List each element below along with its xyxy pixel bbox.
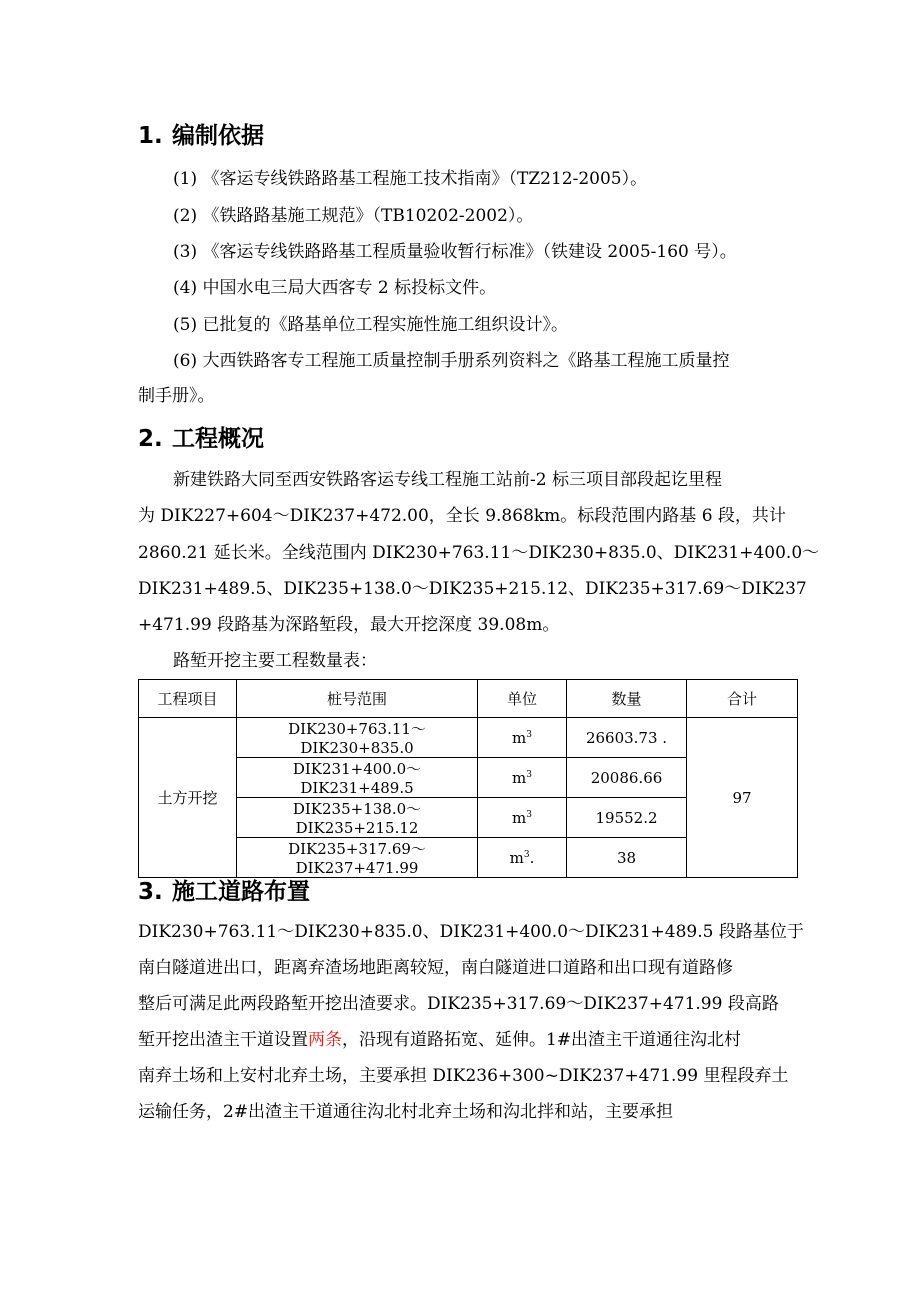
section-number: 3. (138, 879, 163, 905)
reference-item: (3) 《客运专线铁路路基工程质量验收暂行标准》（铁建设 2005-160 号）。 (173, 242, 737, 262)
road-layout-line: 南白隧道进出口，距离弃渣场地距离较短，南白隧道进口道路和出口现有道路修 (138, 958, 733, 978)
item-cell: 土方开挖 (139, 718, 237, 878)
quantity-cell: 19552.2 (567, 798, 687, 838)
reference-item: (2) 《铁路路基施工规范》（TB10202-2002）。 (173, 206, 534, 226)
reference-item: (5) 已批复的《路基单位工程实施性施工组织设计》。 (173, 315, 568, 335)
section-3-heading (138, 877, 310, 907)
overview-paragraph-line: +471.99 段路基为深路堑段，最大开挖深度 39.08m。 (138, 615, 560, 635)
reference-item: (4) 中国水电三局大西客专 2 标投标文件。 (173, 278, 497, 298)
highlighted-text: 两条 (308, 1030, 342, 1050)
section-title: 编制依据 (172, 123, 264, 149)
reference-item: (1) 《客运专线铁路路基工程施工技术指南》（TZ212-2005）。 (173, 169, 648, 189)
section-2-heading (138, 424, 264, 454)
unit-cell: $m^3$ (478, 758, 567, 798)
reference-item: (6) 大西铁路客专工程施工质量控制手册系列资料之《路基工程施工质量控 (173, 351, 730, 371)
reference-item-continuation: 制手册》。 (138, 386, 215, 406)
overview-paragraph-line: 2860.21 延长米。全线范围内 DIK230+763.11～DIK230+835.0、DIK231+400.0～ (138, 543, 820, 563)
overview-paragraph-line: 新建铁路大同至西安铁路客运专线工程施工站前-2 标三项目部段起讫里程 (173, 470, 722, 490)
overview-paragraph-line: 为 DIK227+604～DIK237+472.00，全长 9.868km。标段范围内路基 6 段，共计 (138, 506, 786, 526)
section-title: 施工道路布置 (172, 879, 310, 905)
range-cell: DIK235+138.0～DIK235+215.12 (237, 798, 478, 838)
total-cell: 97 (687, 718, 798, 878)
header-cell: 合计 (687, 680, 798, 718)
road-layout-line: 整后可满足此两段路堑开挖出渣要求。DIK235+317.69～DIK237+471.99 段高路 (138, 994, 779, 1014)
section-1-heading (138, 121, 264, 151)
unit-cell: $m^3$. (478, 838, 567, 878)
table-caption: 路堑开挖主要工程数量表： (173, 651, 377, 671)
table-header-row (139, 680, 798, 718)
road-layout-line: 运输任务，2#出渣主干道通往沟北村北弃土场和沟北拌和站，主要承担 (138, 1102, 674, 1122)
quantity-cell: 38 (567, 838, 687, 878)
excavation-quantity-table (138, 679, 798, 878)
overview-paragraph-line: DIK231+489.5、DIK235+138.0～DIK235+215.12、DIK235+317.69～DIK237 (138, 579, 807, 599)
unit-cell: $m^3$ (478, 798, 567, 838)
section-number: 2. (138, 426, 163, 452)
table-row (139, 718, 798, 758)
header-cell: 桩号范围 (237, 680, 478, 718)
header-cell: 工程项目 (139, 680, 237, 718)
section-title: 工程概况 (172, 426, 264, 452)
range-cell: DIK235+317.69～DIK237+471.99 (237, 838, 478, 878)
quantity-cell: 26603.73 . (567, 718, 687, 758)
range-cell: DIK230+763.11～DIK230+835.0 (237, 718, 478, 758)
road-layout-line: 堑开挖出渣主干道设置两条，沿现有道路拓宽、延伸。1#出渣主干道通往沟北村 (138, 1030, 742, 1050)
range-cell: DIK231+400.0～DIK231+489.5 (237, 758, 478, 798)
section-number: 1. (138, 123, 163, 149)
header-cell: 数量 (567, 680, 687, 718)
quantity-cell: 20086.66 (567, 758, 687, 798)
road-layout-line: DIK230+763.11～DIK230+835.0、DIK231+400.0～DIK231+489.5 段路基位于 (138, 922, 804, 942)
road-layout-line: 南弃土场和上安村北弃土场，主要承担 DIK236+300~DIK237+471.99 里程段弃土 (138, 1066, 789, 1086)
unit-cell: $m^3$ (478, 718, 567, 758)
header-cell: 单位 (478, 680, 567, 718)
